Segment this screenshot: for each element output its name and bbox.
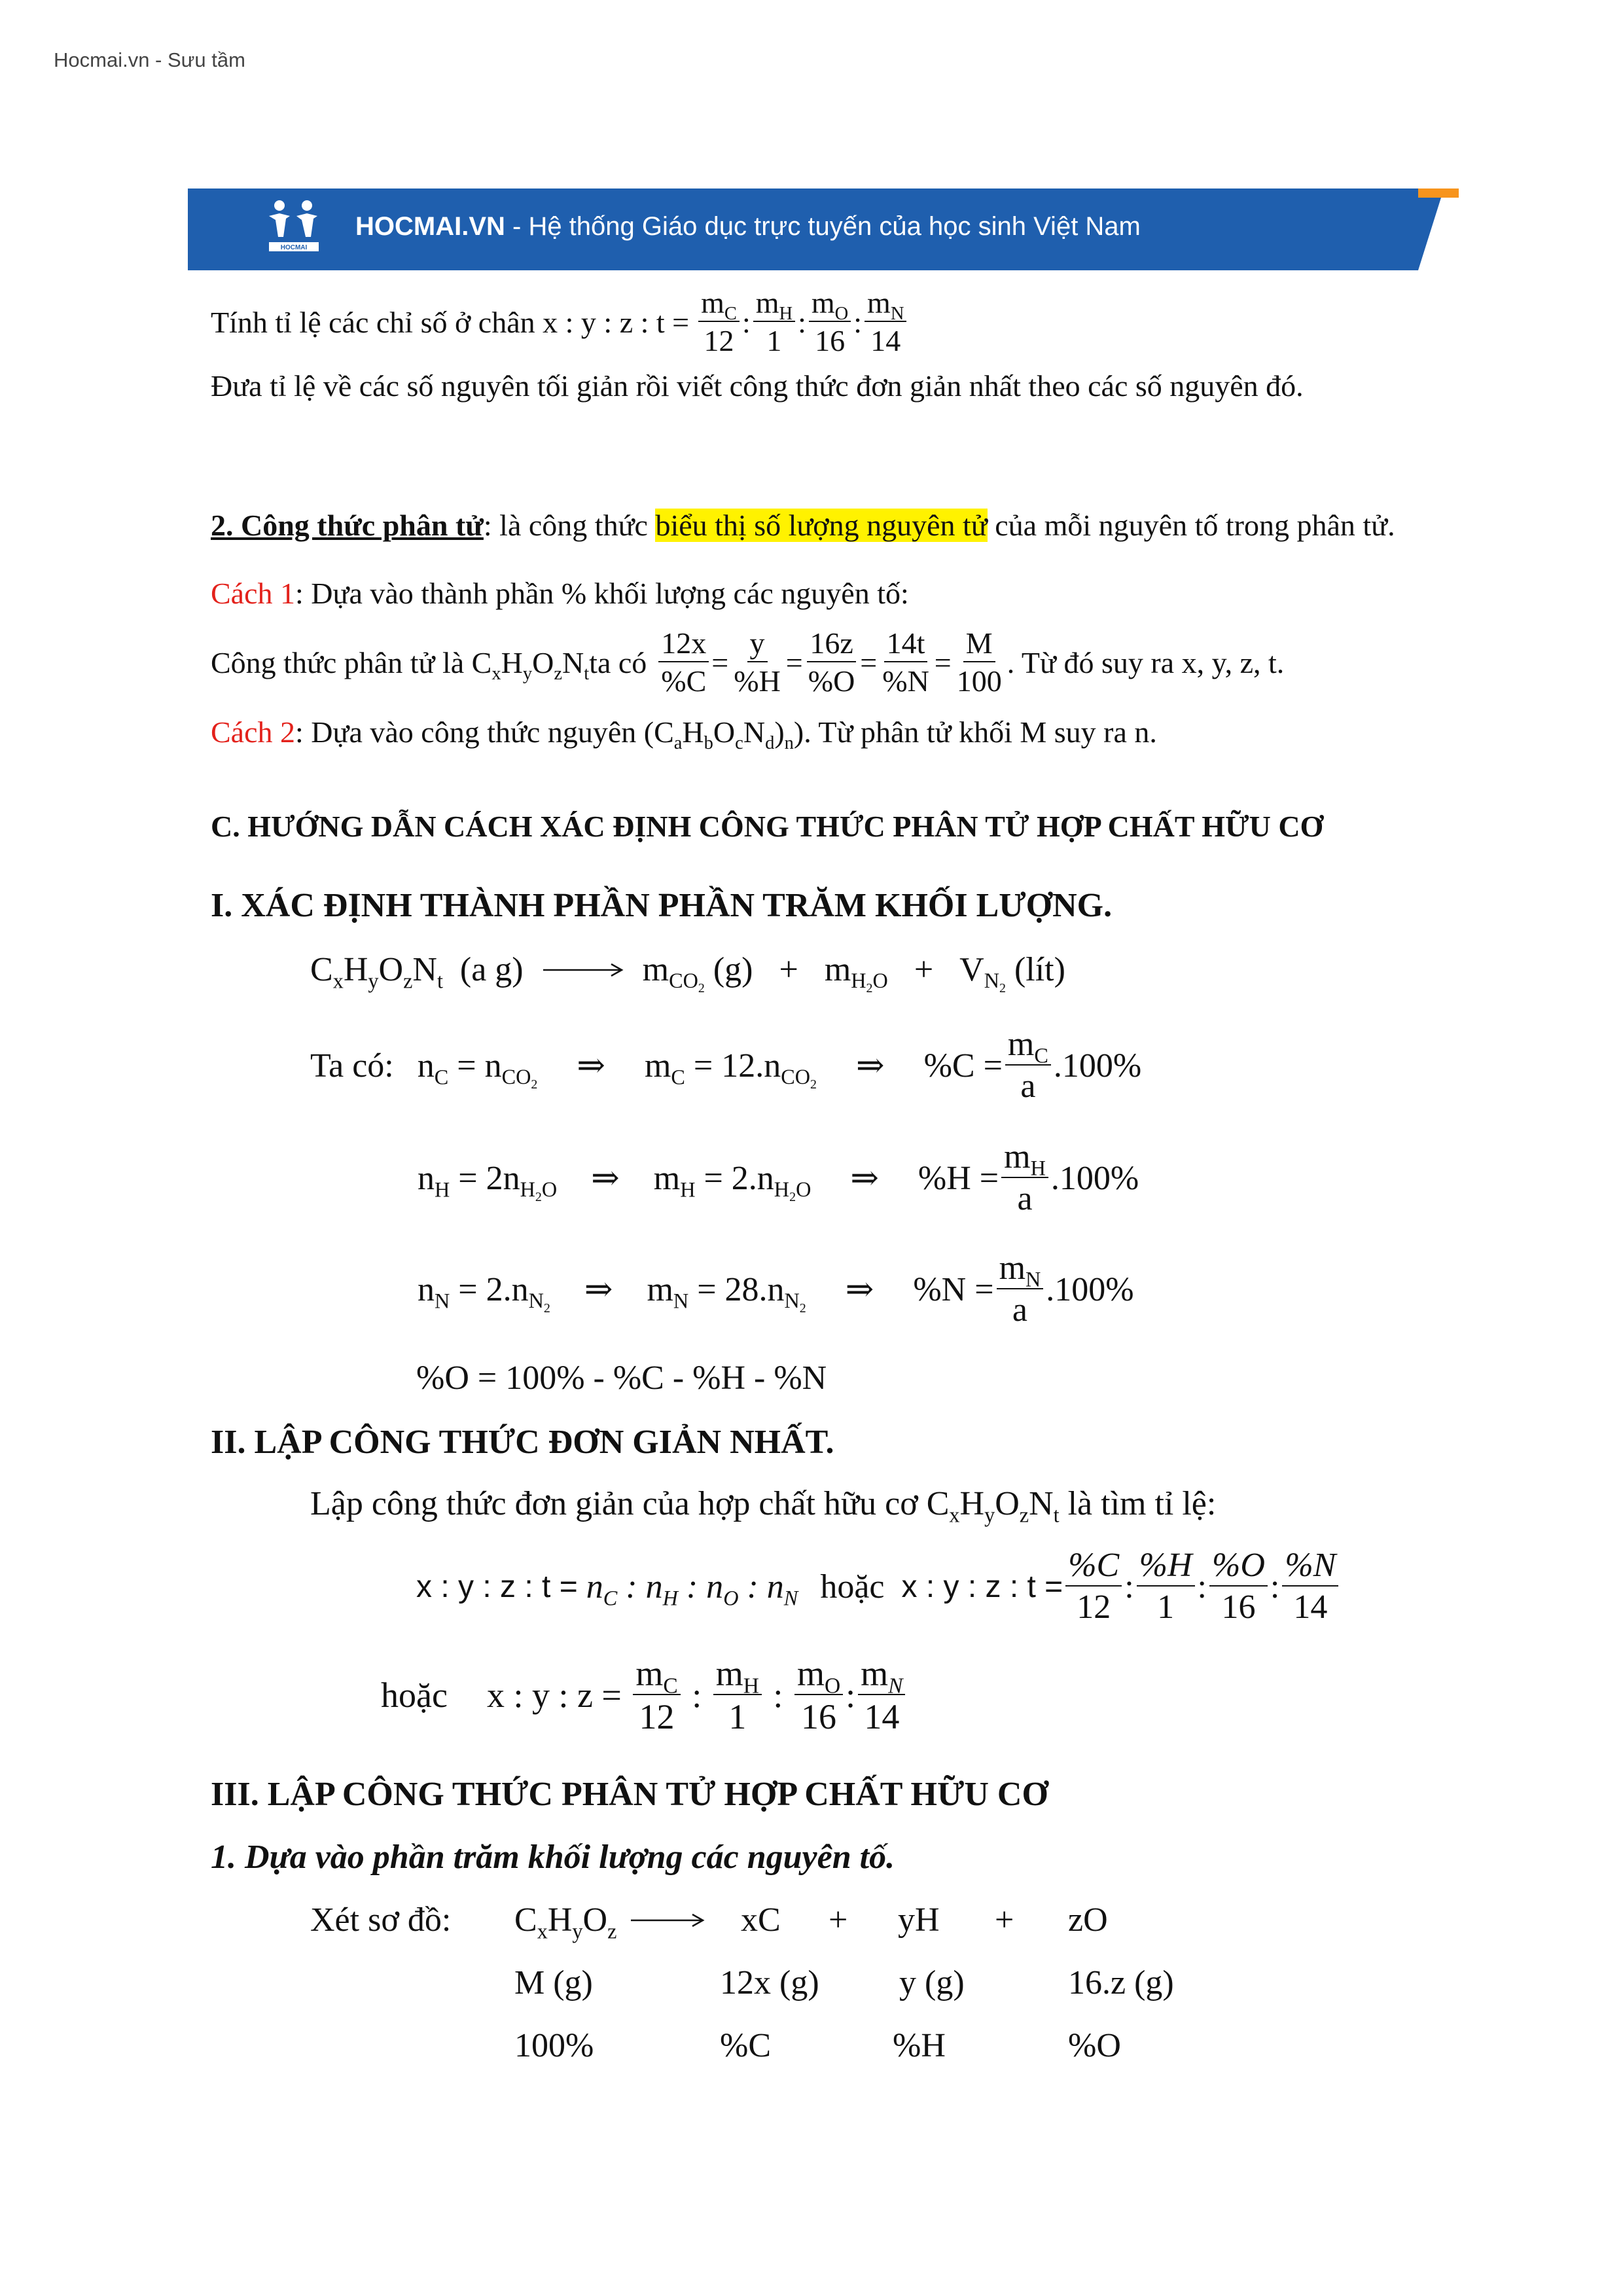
section-c-heading: C. HƯỚNG DẪN CÁCH XÁC ĐỊNH CÔNG THỨC PHÂN TỬ HỢP CHẤT HỮU CƠ bbox=[211, 810, 1324, 843]
fraction-mh-1: $\frac{m_H}{1}$ bbox=[753, 288, 795, 356]
fraction-po-16: $\frac{\%O}{16}$ bbox=[1209, 1549, 1268, 1624]
cach1-text: : Dựa vào thành phần % khối lượng các nguyên tố: bbox=[295, 577, 909, 610]
section-1-heading: I. XÁC ĐỊNH THÀNH PHẦN PHẦN TRĂM KHỐI LƯỢNG. bbox=[211, 887, 1113, 924]
simple-formula-intro: Lập công thức đơn giản của hợp chất hữu cơ $C_xH_yO_zN_t$ là tìm tỉ lệ: bbox=[310, 1485, 1217, 1527]
fraction-pc-12: $\frac{\%C}{12}$ bbox=[1065, 1549, 1122, 1624]
scheme-reactant: $C_xH_yO_z$ bbox=[514, 1901, 707, 1939]
watermark: Hocmai.vn - Sưu tầm bbox=[54, 48, 245, 71]
fraction-y: $\frac{y}{\%H}$ bbox=[734, 626, 781, 698]
fraction-mc-a: $\frac{m_C}{a}$ bbox=[1005, 1028, 1051, 1103]
fraction-ph-1: $\frac{\%H}{1}$ bbox=[1137, 1549, 1195, 1624]
reaction-arrow-icon bbox=[541, 960, 626, 980]
mf-def-highlight: biểu thị số lượng nguyên tử bbox=[655, 509, 988, 542]
nitrogen-row: $n_N = 2.n_{N_2}$ ⇒ $m_N = 28.n_{N_2}$ ⇒ %N = $\frac{m_N}{a}$ .100% bbox=[418, 1249, 1134, 1329]
fraction-mc-12b: $\frac{m_C}{12}$ bbox=[633, 1656, 680, 1734]
scheme-12x: 12x (g) bbox=[720, 1964, 819, 2001]
fraction-mo-16: $\frac{m_O}{16}$ bbox=[809, 288, 851, 356]
fraction-mh-1b: $\frac{m_H}{1}$ bbox=[713, 1656, 762, 1734]
ratio-line: Tính tỉ lệ các chỉ số ở chân x : y : z : t = $\frac{m_C}{12}$ : $\frac{m_H}{1}$ : $\frac{m_O}{16}$ : $\frac{m_N}{14}$ bbox=[211, 288, 909, 356]
cach1-label: Cách 1 bbox=[211, 577, 296, 610]
mf-heading: 2. Công thức phân tử bbox=[211, 509, 484, 542]
hydrogen-row: $n_H = 2n_{H_2O}$ ⇒ $m_H = 2.n_{H_2O}$ ⇒ %H = $\frac{m_H}{a}$ .100% bbox=[418, 1138, 1139, 1217]
scheme-ph: %H bbox=[893, 2027, 946, 2064]
scheme-plus-1: + bbox=[829, 1901, 848, 1939]
mf-formula-mid: ta có bbox=[589, 645, 647, 679]
cach2-text-a: : Dựa vào công thức nguyên (C bbox=[295, 715, 674, 749]
scheme-label: Xét sơ đồ: bbox=[310, 1901, 452, 1939]
section-2-heading: II. LẬP CÔNG THỨC ĐƠN GIẢN NHẤT. bbox=[211, 1424, 834, 1461]
ratio-intro: Tính tỉ lệ các chỉ số ở chân x : y : z : t = bbox=[211, 305, 690, 339]
cach2-line: Cách 2: Dựa vào công thức nguyên $(C_aH_bO_cN_d)_n$). Từ phân tử khối M suy ra n. bbox=[211, 715, 1157, 753]
fraction-mh-a: $\frac{m_H}{a}$ bbox=[1001, 1140, 1048, 1216]
fraction-pn-14: $\frac{\%N}{14}$ bbox=[1282, 1549, 1338, 1624]
fraction-mn-14b: $\frac{m_N}{14}$ bbox=[858, 1656, 905, 1734]
banner-brand: HOCMAI.VN bbox=[355, 212, 505, 241]
scheme-yh: yH bbox=[898, 1901, 940, 1939]
mf-formula-line: Công thức phân tử là C $_xH_yO_zN_t$ ta có $\frac{12x}{\%C}$ = $\frac{y}{\%H}$ = $\frac{16z}{\%O}$ = $\frac{14t}{\%N}$ = $\frac{M}{100}$ . Từ đó suy ra x, y, z, t. bbox=[211, 626, 1285, 698]
mf-definition bbox=[211, 508, 1395, 543]
fraction-14t: $\frac{14t}{\%N}$ bbox=[882, 626, 929, 698]
header-banner bbox=[188, 188, 1459, 270]
cach1-line bbox=[211, 576, 909, 611]
fraction-mn-14: $\frac{m_N}{14}$ bbox=[865, 288, 906, 356]
scheme-y: y (g) bbox=[899, 1964, 965, 2001]
banner-tagline: - Hệ thống Giáo dục trực tuyến của học sinh Việt Nam bbox=[505, 212, 1141, 241]
cach2-label: Cách 2 bbox=[211, 715, 296, 749]
ratio-simplify-text: Đưa tỉ lệ về các số nguyên tối giản rồi viết công thức đơn giản nhất theo các số nguyên đó. bbox=[211, 369, 1304, 403]
scheme-16z: 16.z (g) bbox=[1068, 1964, 1174, 2001]
logo-text: HOCMAI bbox=[280, 244, 308, 251]
scheme-100pct: 100% bbox=[514, 2027, 594, 2064]
cach2-text-b: ). Từ phân tử khối M suy ra n. bbox=[793, 715, 1157, 749]
fraction-m-100: $\frac{M}{100}$ bbox=[956, 626, 1002, 698]
mf-def-a: : là công thức bbox=[483, 509, 656, 542]
scheme-plus-2: + bbox=[995, 1901, 1014, 1939]
carbon-row: Ta có: $n_C = n_{CO_2}$ ⇒ $m_C = 12.n_{CO_2}$ ⇒ %C = $\frac{m_C}{a}$ .100% bbox=[310, 1026, 1142, 1105]
scheme-arrow-icon bbox=[628, 1910, 707, 1930]
scheme-po: %O bbox=[1068, 2027, 1121, 2064]
fraction-12x: $\frac{12x}{\%C}$ bbox=[658, 628, 709, 696]
scheme-pc: %C bbox=[720, 2027, 771, 2064]
mass-ratio-line: hoặc x : y : z = $\frac{m_C}{12}$ : $\frac{m_H}{1}$ : $\frac{m_O}{16}$ : $\frac{m_N}{14}$ bbox=[381, 1656, 908, 1734]
scheme-xc: xC bbox=[741, 1901, 781, 1939]
fraction-mc-12: $\frac{m_C}{12}$ bbox=[698, 288, 740, 356]
mf-formula-intro: Công thức phân tử là C bbox=[211, 645, 492, 679]
mf-def-b: của mỗi nguyên tố trong phân tử. bbox=[987, 509, 1395, 542]
section-3-heading: III. LẬP CÔNG THỨC PHÂN TỬ HỢP CHẤT HỮU CƠ bbox=[211, 1776, 1048, 1813]
oxygen-line: %O = 100% - %C - %H - %N bbox=[416, 1359, 827, 1397]
fraction-16z: $\frac{16z}{\%O}$ bbox=[808, 626, 855, 698]
banner-title bbox=[355, 212, 1141, 242]
subsection-1-heading: 1. Dựa vào phần trăm khối lượng các nguyên tố. bbox=[211, 1839, 895, 1876]
scheme-m: M (g) bbox=[514, 1964, 593, 2001]
hocmai-logo-icon bbox=[260, 196, 332, 262]
fraction-mo-16b: $\frac{m_O}{16}$ bbox=[794, 1656, 843, 1734]
fraction-mn-a: $\frac{m_N}{a}$ bbox=[997, 1251, 1044, 1327]
simple-ratio-line: x : y : z : t = $n_C$ : $n_H$ : $n_O$ : $n_N$ hoặc x : y : z : t = $\frac{\%C}{12}$ : $\frac{\%H}{1}$ : $\frac{\%O}{16}$ : $\frac{\%N}{14}$ bbox=[416, 1549, 1341, 1624]
scheme-zo: zO bbox=[1068, 1901, 1108, 1939]
mf-formula-end: . Từ đó suy ra x, y, z, t. bbox=[1007, 645, 1285, 679]
combustion-reaction: $C_xH_yO_zN_t$ (a g) $m_{CO_2}$ (g) + $m_{H_2O}$ + $V_{N_2}$ (lít) bbox=[310, 951, 1065, 996]
